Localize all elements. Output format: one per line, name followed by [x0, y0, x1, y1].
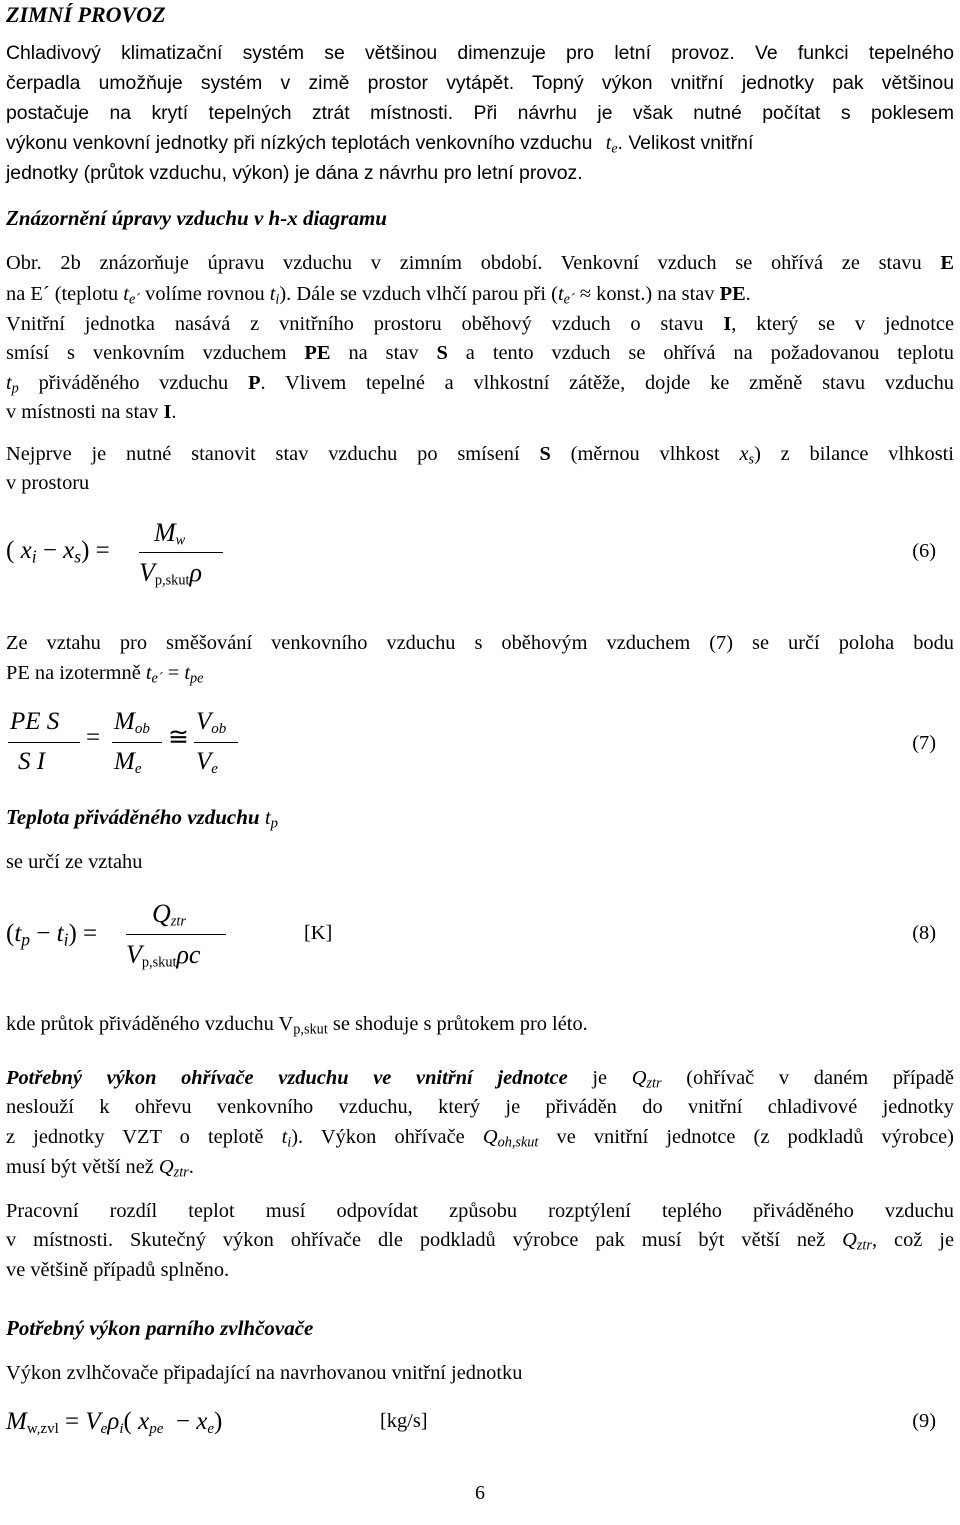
eq7-num-3: $V_{ob}$ — [196, 708, 227, 737]
eq8-number: (8) — [912, 922, 936, 944]
eq7-bar-1 — [8, 742, 80, 743]
intro-line-4-text: výkonu venkovní jednotky při nízkých teplotách venkovního vzduchu — [6, 132, 593, 154]
intro-line-2: čerpadla umožňuje systém v zimě prostor vytápět. Topný výkon vnitřní jednotky pak většinou — [6, 72, 954, 94]
eq9-expression: $M_{w,zvl} = V_e\rho_i$( $x_{pe} - x_e$) — [6, 1408, 223, 1437]
eq7-approx: ≅ — [168, 724, 189, 751]
obr-line-3-end: , který se v jednotce — [731, 313, 954, 335]
eq7-number: (7) — [912, 732, 936, 754]
eq6-fraction-bar — [139, 552, 223, 553]
prac-line-2-a: v místnosti. Skutečný výkon ohřívače dle podkladů výrobce pak musí být větší než — [6, 1229, 826, 1251]
eq8-numerator: $Q_{ztr}$ — [152, 899, 186, 930]
eq6-lhs: ( $x_i - x_s$) = — [6, 537, 110, 567]
izo-line-2-a: PE na izotermně — [6, 662, 141, 684]
obr-line-2-a: na — [6, 283, 26, 305]
eq9-number: (9) — [912, 1410, 936, 1432]
eq8-unit: [K] — [304, 922, 333, 944]
izo-line-2: PE na izotermně $t_{e´} = t_{pe}$ — [6, 662, 204, 687]
kde-b: se shoduje s průtokem pro léto. — [332, 1013, 588, 1035]
obr-line-4-a: smísí s venkovním vzduchem — [6, 342, 287, 364]
state-P: P — [248, 372, 261, 394]
mix-line-1-b: (měrnou vlhkost — [570, 443, 720, 465]
ohr-line-1-b: (ohřívač v daném případě — [686, 1067, 954, 1089]
eq8-fraction-bar — [126, 934, 226, 935]
mix-line-1: Nejprve je nutné stanovit stav vzduchu po smísení S (měrnou vlhkost $x_s$) z bilance vlhkosti — [6, 443, 954, 468]
obr-line-2-e: ≈ konst.) na stav — [579, 283, 715, 305]
prac-line-3: ve většině případů splněno. — [6, 1259, 230, 1281]
intro-line-4-end: . Velikost vnitřní — [617, 132, 754, 154]
ohr-line-2: neslouží k ohřevu venkovního vzduchu, který je přiváděn do vnitřní chladivové jednotky — [6, 1096, 954, 1118]
prac-line-2: v místnosti. Skutečný výkon ohřívače dle podkladů výrobce pak musí být větší než $Q_{ztr}$, což je — [6, 1229, 954, 1254]
obr-line-5: $t_p$ přiváděného vzduchu P. Vlivem tepelné a vlhkostní zátěže, dojde ke změně stavu vzduchu — [6, 372, 954, 397]
ohr-line-4: musí být větší než $Q_{ztr}$. — [6, 1156, 194, 1181]
ohr-line-3: z jednotky VZT o teplotě $t_i$). Výkon ohřívače $Q_{oh,skut}$ ve vnitřní jednotce (z podkladů výrobce) — [6, 1126, 954, 1151]
kde-paragraph: kde průtok přiváděného vzduchu $V_{p,skut}$ se shoduje s průtokem pro léto. — [6, 1013, 588, 1038]
obr-line-6: v místnosti na stav I. — [6, 401, 177, 423]
obr-line-2-c: volíme rovnou — [145, 283, 265, 305]
ohr-line-3-c: ve vnitřní jednotce (z podkladů výrobce) — [556, 1126, 954, 1148]
section-heading-tp: Teplota přiváděného vzduchu $t_p$ — [6, 805, 279, 832]
intro-line-5: jednotky (průtok vzduchu, výkon) je dána z návrhu pro letní provoz. — [6, 162, 583, 184]
eq7-bar-3 — [194, 742, 238, 743]
eq7-bar-2 — [112, 742, 162, 743]
state-E-prime: E´ — [30, 283, 50, 305]
obr-line-2-b: (teplotu — [54, 283, 119, 305]
eq7-den-2: $M_e$ — [114, 748, 142, 777]
ohr-line-1-a: je — [592, 1067, 608, 1089]
section-heading-tp-text: Teplota přiváděného vzduchu — [6, 805, 260, 829]
izo-line-1: Ze vztahu pro směšování venkovního vzduchu s oběhovým vzduchem (7) se určí poloha bodu — [6, 632, 954, 654]
eq8-denominator: $V_{p,skut}\rho c$ — [126, 940, 201, 971]
ohr-line-4-a: musí být větší než — [6, 1156, 154, 1178]
eq7-num-2: $M_{ob}$ — [114, 708, 150, 737]
obr-line-2: na E´ (teplotu $t_{e´}$ volíme rovnou $t_i$). Dále se vzduch vlhčí parou při ($t_{e´}$ ≈ konst.) na stav PE. — [6, 283, 751, 308]
intro-line-1: Chladivový klimatizační systém se většinou dimenzuje pro letní provoz. Ve funkci tepelného — [6, 42, 954, 64]
mix-line-1-c: ) z bilance vlhkosti — [754, 443, 954, 465]
ohr-line-3-b: ). Výkon ohřívače — [291, 1126, 465, 1148]
kde-a: kde průtok přiváděného vzduchu — [6, 1013, 274, 1035]
mix-line-2: v prostoru — [6, 472, 90, 494]
obr-line-5-b: . Vlivem tepelné a vlhkostní zátěže, dojde ke změně stavu vzduchu — [260, 372, 954, 394]
state-PE: PE — [719, 283, 746, 305]
eq8-lhs: $(t_p - t_i)$ = — [6, 920, 98, 950]
eq7-equals: = — [86, 724, 101, 751]
eq6-denominator: $V_{p,skut}\rho$ — [139, 558, 202, 589]
eq6-number: (6) — [912, 540, 936, 562]
eq9-unit: [kg/s] — [380, 1410, 428, 1432]
obr-line-4-b: na stav — [348, 342, 419, 364]
obr-line-4-c: a tento vzduch se ohřívá na požadovanou teplotu — [465, 342, 954, 364]
ohr-line-3-a: z jednotky VZT o teplotě — [6, 1126, 264, 1148]
page-number: 6 — [475, 1482, 485, 1504]
state-I-2: I — [163, 401, 172, 423]
state-I: I — [723, 313, 732, 335]
obr-line-2-d: ). Dále se vzduch vlhčí parou při ( — [279, 283, 558, 305]
ohr-line-1: Potřebný výkon ohřívače vzduchu ve vnitřní jednotce je $Q_{ztr}$ (ohřívač v daném případě — [6, 1067, 954, 1092]
eq7-den-3: $V_e$ — [196, 748, 218, 777]
ohr-heading: Potřebný výkon ohřívače vzduchu ve vnitřní jednotce — [6, 1067, 568, 1089]
eq7-num-1: PE S — [10, 708, 60, 735]
state-PE-2: PE — [304, 342, 331, 364]
section-heading-hx: Znázornění úpravy vzduchu v h-x diagramu — [6, 206, 387, 230]
eq6-numerator: $M_w$ — [154, 518, 186, 549]
obr-line-1-text: Obr. 2b znázorňuje úpravu vzduchu v zimním období. Venkovní vzduch se ohřívá ze stavu — [6, 252, 922, 274]
obr-line-5-a: přiváděného vzduchu — [38, 372, 229, 394]
obr-line-1 — [6, 252, 954, 275]
eq7-den-1: S I — [18, 748, 46, 775]
zvl-intro: Výkon zvlhčovače připadající na navrhovanou vnitřní jednotku — [6, 1362, 523, 1384]
obr-line-6-a: v místnosti na stav — [6, 401, 159, 423]
obr-line-4 — [6, 342, 954, 365]
state-E: E — [940, 252, 954, 274]
section-heading-zvl: Potřebný výkon parního zvlhčovače — [6, 1316, 314, 1340]
state-S-2: S — [539, 443, 551, 465]
intro-line-3: postačuje na krytí tepelných ztrát místnosti. Při návrhu je však nutné počítat s poklesem — [6, 102, 954, 124]
page-title: ZIMNÍ PROVOZ — [6, 2, 166, 27]
prac-line-2-b: , což je — [871, 1229, 954, 1251]
mix-line-1-a: Nejprve je nutné stanovit stav vzduchu po smísení — [6, 443, 520, 465]
obr-line-3 — [6, 313, 954, 336]
state-S: S — [436, 342, 448, 364]
prac-line-1: Pracovní rozdíl teplot musí odpovídat způsobu rozptýlení teplého přiváděného vzduchu — [6, 1200, 954, 1222]
tp-intro: se určí ze vztahu — [6, 851, 143, 873]
intro-line-4: výkonu venkovní jednotky při nízkých teplotách venkovního vzduchu $t_e$. Velikost vnitřní — [6, 132, 754, 157]
obr-line-3-text: Vnitřní jednotka nasává z vnitřního prostoru oběhový vzduch o stavu — [6, 313, 704, 335]
